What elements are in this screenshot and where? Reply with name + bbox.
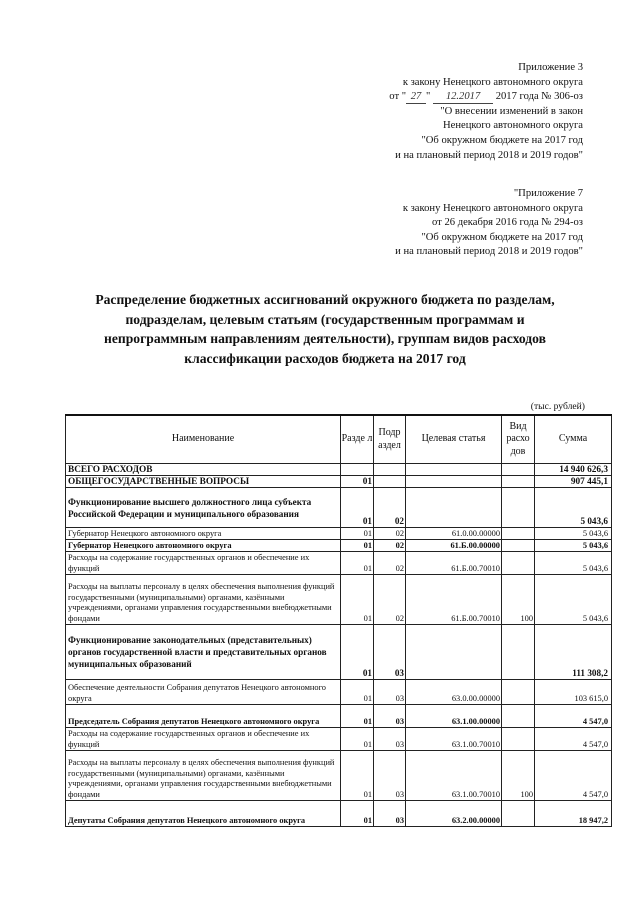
cell-section: 01 — [341, 476, 374, 488]
cell-subsection: 03 — [374, 728, 406, 751]
cell-name: Расходы на выплаты персоналу в целях обеспечения выполнения функций государственными (муниципальными) органами, казёнными учреждениями, органами управления государственными внебюджетными фондами — [66, 575, 341, 625]
cell-section: 01 — [341, 575, 374, 625]
units-label: (тыс. рублей) — [530, 401, 585, 412]
cell-subsection: 03 — [374, 680, 406, 705]
cell-type — [502, 476, 535, 488]
table-row — [66, 488, 612, 528]
table-row — [66, 801, 612, 827]
title-line-4: классификации расходов бюджета на 2017 год — [184, 350, 466, 366]
cell-target — [406, 476, 502, 488]
cell-sum: 4 547,0 — [535, 728, 612, 751]
cell-target: 63.0.00.00000 — [406, 680, 502, 705]
cell-type — [502, 801, 535, 827]
table-row — [66, 464, 612, 476]
cell-name: ВСЕГО РАСХОДОВ — [66, 464, 341, 476]
title-line-1: Распределение бюджетных ассигнований окружного бюджета по разделам, — [95, 292, 555, 307]
cell-name: ОБЩЕГОСУДАРСТВЕННЫЕ ВОПРОСЫ — [66, 476, 341, 488]
title-line-2: подразделам, целевым статьям (государственным программам и — [125, 311, 525, 327]
table-row — [66, 540, 612, 552]
cell-name: Расходы на содержание государственных органов и обеспечение их функций — [66, 728, 341, 751]
cell-sum: 111 308,2 — [535, 625, 612, 680]
cell-section: 01 — [341, 540, 374, 552]
budget-table — [65, 414, 612, 827]
cell-type — [502, 728, 535, 751]
annex-prev-line-5: и на плановый период 2018 и 2019 годов" — [395, 246, 583, 258]
cell-sum: 5 043,6 — [535, 488, 612, 528]
cell-subsection: 02 — [374, 575, 406, 625]
annex-line-6: "Об окружном бюджете на 2017 год — [421, 134, 583, 146]
header-name: Наименование — [66, 415, 341, 464]
cell-subsection: 02 — [374, 552, 406, 575]
annex-prev-line-4: "Об окружном бюджете на 2017 год — [421, 231, 583, 243]
annex-line-4: "О внесении изменений в закон — [440, 105, 583, 117]
table-row — [66, 575, 612, 625]
table-row — [66, 552, 612, 575]
cell-name: Председатель Собрания депутатов Ненецкого автономного округа — [66, 705, 341, 728]
cell-sum: 103 615,0 — [535, 680, 612, 705]
cell-sum: 5 043,6 — [535, 540, 612, 552]
cell-subsection: 02 — [374, 540, 406, 552]
cell-type — [502, 680, 535, 705]
header-type: Вид расхо дов — [502, 415, 535, 464]
cell-target: 63.1.00.70010 — [406, 728, 502, 751]
annex-prev-date: от 26 декабря 2016 года № 294-оз — [432, 217, 583, 229]
cell-subsection: 03 — [374, 625, 406, 680]
table-row — [66, 705, 612, 728]
cell-subsection: 02 — [374, 488, 406, 528]
cell-sum: 5 043,6 — [535, 552, 612, 575]
cell-section: 01 — [341, 552, 374, 575]
cell-type — [502, 528, 535, 540]
cell-section: 01 — [341, 705, 374, 728]
cell-sum: 5 043,6 — [535, 575, 612, 625]
cell-type — [502, 552, 535, 575]
cell-type: 100 — [502, 751, 535, 801]
cell-subsection: 03 — [374, 751, 406, 801]
cell-section — [341, 464, 374, 476]
annex-law-ref: к закону Ненецкого автономного округа — [402, 76, 583, 88]
cell-target — [406, 464, 502, 476]
cell-subsection — [374, 476, 406, 488]
cell-section: 01 — [341, 528, 374, 540]
cell-type — [502, 488, 535, 528]
header-subsection: Подр аздел — [374, 415, 406, 464]
cell-section: 01 — [341, 625, 374, 680]
cell-section: 01 — [341, 801, 374, 827]
cell-name: Обеспечение деятельности Собрания депутатов Ненецкого автономного округа — [66, 680, 341, 705]
cell-type — [502, 540, 535, 552]
document-title — [70, 290, 580, 368]
cell-name: Расходы на содержание государственных органов и обеспечение их функций — [66, 552, 341, 575]
header-target: Целевая статья — [406, 415, 502, 464]
cell-sum: 907 445,1 — [535, 476, 612, 488]
cell-sum: 4 547,0 — [535, 705, 612, 728]
header-section: Разде л — [341, 415, 374, 464]
cell-target — [406, 625, 502, 680]
cell-target — [406, 488, 502, 528]
cell-sum: 14 940 626,3 — [535, 464, 612, 476]
annex-date-line: от " 27 " 12.2017 2017 года № 306-оз — [389, 91, 583, 103]
cell-type: 100 — [502, 575, 535, 625]
annex-number: Приложение 3 — [518, 62, 583, 73]
cell-section: 01 — [341, 751, 374, 801]
cell-name: Расходы на выплаты персоналу в целях обеспечения выполнения функций государственными (муниципальными) органами, казёнными учреждениями, органами управления государственными внебюджетными фондами — [66, 751, 341, 801]
cell-subsection: 02 — [374, 528, 406, 540]
cell-sum: 18 947,2 — [535, 801, 612, 827]
cell-name: Губернатор Ненецкого автономного округа — [66, 528, 341, 540]
cell-target: 63.1.00.00000 — [406, 705, 502, 728]
cell-name: Губернатор Ненецкого автономного округа — [66, 540, 341, 552]
cell-target: 63.1.00.70010 — [406, 751, 502, 801]
cell-target: 61.Б.00.70010 — [406, 575, 502, 625]
table-row — [66, 680, 612, 705]
cell-name: Функционирование законодательных (представительных) органов государственной власти и представительных органов муниципальных образований — [66, 625, 341, 680]
cell-section: 01 — [341, 728, 374, 751]
cell-section: 01 — [341, 680, 374, 705]
table-row — [66, 625, 612, 680]
annex-prev-number: "Приложение 7 — [513, 188, 583, 199]
cell-name: Функционирование высшего должностного лица субъекта Российской Федерации и муниципального образования — [66, 488, 341, 528]
table-row — [66, 528, 612, 540]
header-sum: Сумма — [535, 415, 612, 464]
cell-type — [502, 705, 535, 728]
annex-line-5: Ненецкого автономного округа — [443, 120, 583, 132]
cell-subsection — [374, 464, 406, 476]
cell-subsection: 03 — [374, 801, 406, 827]
annex-previous-header — [395, 187, 583, 260]
cell-subsection: 03 — [374, 705, 406, 728]
cell-target: 61.Б.00.70010 — [406, 552, 502, 575]
cell-target: 61.0.00.00000 — [406, 528, 502, 540]
cell-name: Депутаты Собрания депутатов Ненецкого автономного округа — [66, 801, 341, 827]
annex-prev-law-ref: к закону Ненецкого автономного округа — [402, 202, 583, 214]
table-row — [66, 728, 612, 751]
cell-section: 01 — [341, 488, 374, 528]
cell-type — [502, 464, 535, 476]
handwritten-month: 12.2017 — [433, 91, 493, 104]
handwritten-day: 27 — [406, 91, 426, 104]
cell-type — [502, 625, 535, 680]
cell-target: 61.Б.00.00000 — [406, 540, 502, 552]
cell-sum: 5 043,6 — [535, 528, 612, 540]
annex-current-header — [389, 61, 583, 163]
table-header-row — [66, 415, 612, 464]
table-row — [66, 476, 612, 488]
cell-sum: 4 547,0 — [535, 751, 612, 801]
title-line-3: непрограммным направлениям деятельности), группам видов расходов — [104, 331, 546, 346]
cell-target: 63.2.00.00000 — [406, 801, 502, 827]
annex-line-7: и на плановый период 2018 и 2019 годов" — [395, 149, 583, 161]
table-row — [66, 751, 612, 801]
